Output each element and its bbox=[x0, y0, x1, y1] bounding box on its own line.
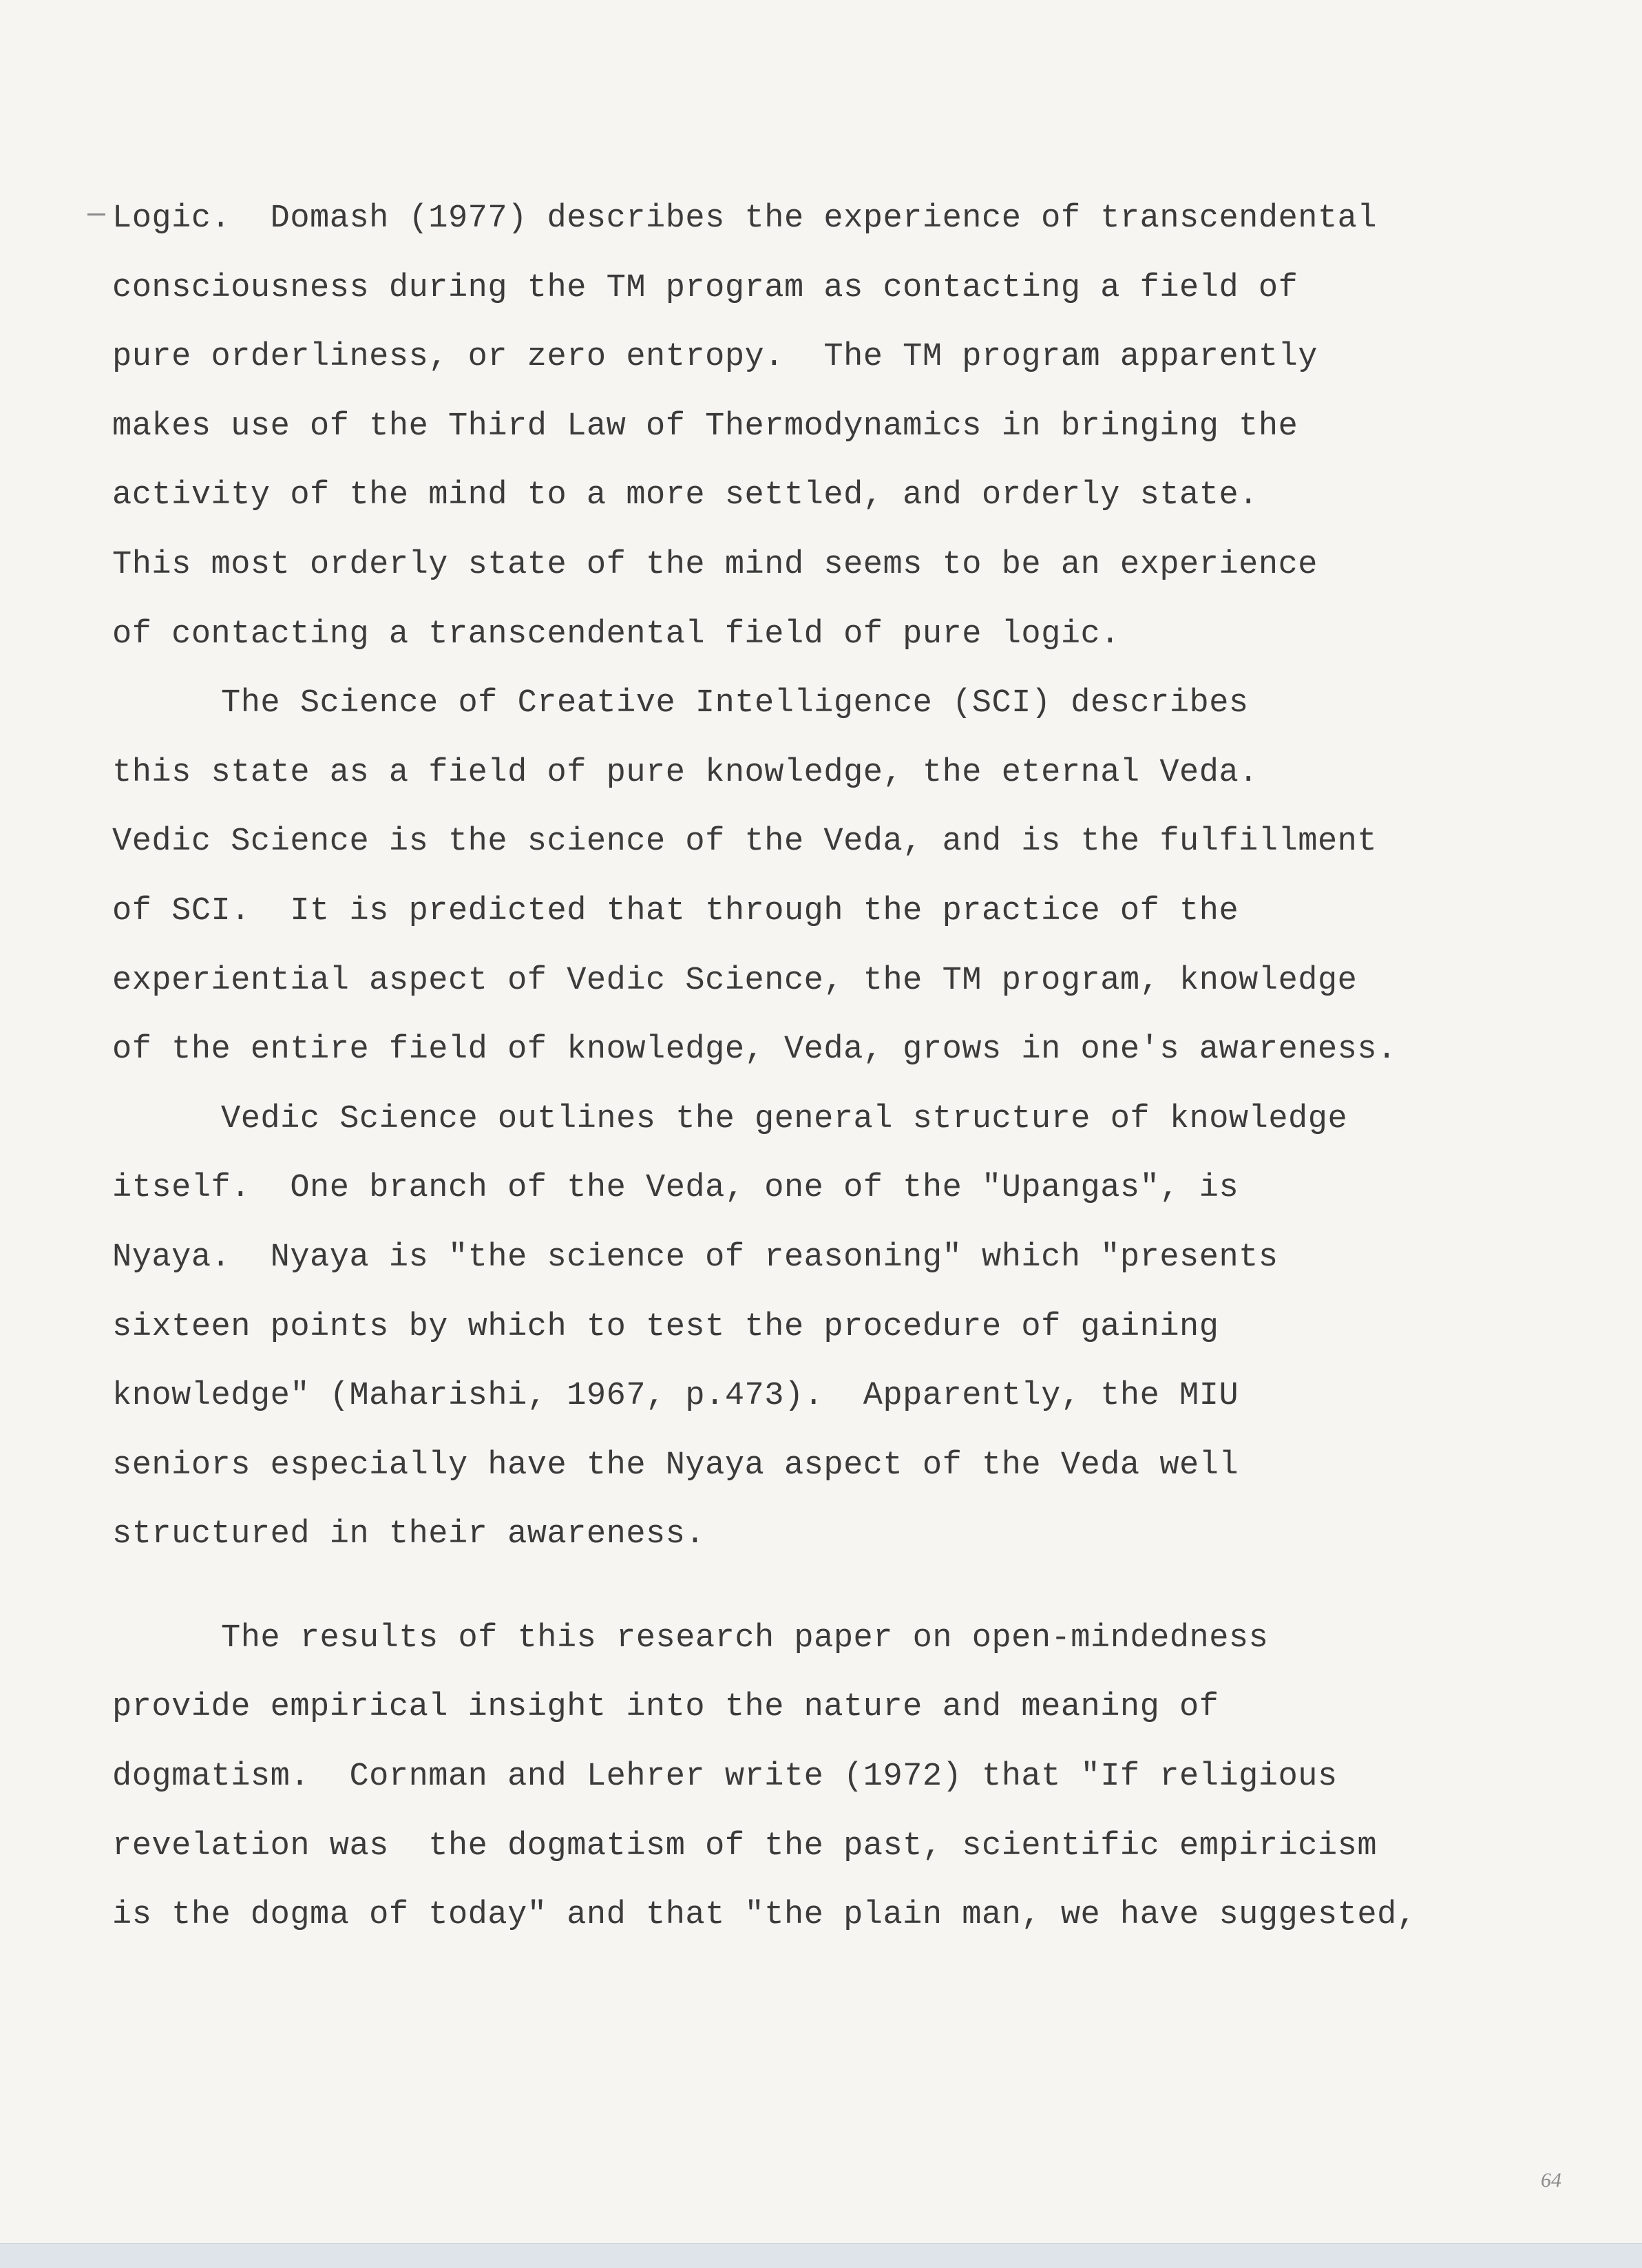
paragraph-4 bbox=[112, 1604, 1517, 1951]
paragraph-2 bbox=[112, 669, 1517, 1085]
text-line: this state as a field of pure knowledge, the eternal Veda. bbox=[112, 754, 1259, 791]
text-line: Logic. Domash (1977) describes the experience of transcendental bbox=[112, 200, 1378, 237]
body-text bbox=[112, 185, 1517, 1951]
text-line: of the entire field of knowledge, Veda, grows in one's awareness. bbox=[112, 1031, 1397, 1069]
text-line: itself. One branch of the Veda, one of the "Upangas", is bbox=[112, 1170, 1239, 1207]
text-line: makes use of the Third Law of Thermodynamics in bringing the bbox=[112, 408, 1298, 445]
paragraph-1 bbox=[112, 185, 1517, 669]
paragraph-gap bbox=[112, 1570, 1517, 1604]
text-line: provide empirical insight into the nature and meaning of bbox=[112, 1689, 1219, 1726]
text-line: experiential aspect of Vedic Science, the TM program, knowledge bbox=[112, 962, 1358, 999]
text-line: is the dogma of today" and that "the plain man, we have suggested, bbox=[112, 1897, 1417, 1934]
text-line: revelation was the dogmatism of the past, scientific empiricism bbox=[112, 1827, 1378, 1865]
text-line: The results of this research paper on open-mindedness bbox=[221, 1619, 1269, 1657]
text-line: Vedic Science is the science of the Veda, and is the fulfillment bbox=[112, 823, 1378, 861]
margin-mark bbox=[87, 213, 105, 216]
text-line: sixteen points by which to test the procedure of gaining bbox=[112, 1308, 1219, 1345]
text-line: dogmatism. Cornman and Lehrer write (1972) that "If religious bbox=[112, 1758, 1338, 1796]
text-line: of SCI. It is predicted that through the practice of the bbox=[112, 892, 1239, 930]
text-line: pure orderliness, or zero entropy. The TM program apparently bbox=[112, 339, 1318, 376]
text-line: seniors especially have the Nyaya aspect of the Veda well bbox=[112, 1447, 1239, 1484]
text-line: structured in their awareness. bbox=[112, 1516, 706, 1553]
text-line: Vedic Science outlines the general structure of knowledge bbox=[221, 1100, 1348, 1137]
scan-bottom-edge bbox=[0, 2243, 1642, 2268]
paragraph-3 bbox=[112, 1085, 1517, 1570]
page-number: 64 bbox=[1541, 2169, 1561, 2192]
text-line: consciousness during the TM program as contacting a field of bbox=[112, 269, 1298, 306]
text-line: of contacting a transcendental field of pure logic. bbox=[112, 616, 1120, 653]
text-line: knowledge" (Maharishi, 1967, p.473). Apparently, the MIU bbox=[112, 1378, 1239, 1415]
text-line: This most orderly state of the mind seems to be an experience bbox=[112, 546, 1318, 583]
text-line: Nyaya. Nyaya is "the science of reasoning" which "presents bbox=[112, 1239, 1278, 1276]
text-line: The Science of Creative Intelligence (SCI) describes bbox=[221, 685, 1249, 722]
text-line: activity of the mind to a more settled, and orderly state. bbox=[112, 477, 1259, 514]
